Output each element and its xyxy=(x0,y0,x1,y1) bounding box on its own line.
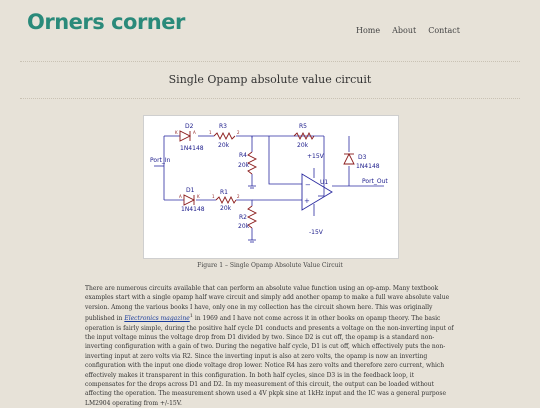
svg-text:K: K xyxy=(175,130,178,135)
svg-text:D3: D3 xyxy=(358,154,367,161)
svg-text:A: A xyxy=(193,130,196,135)
svg-text:A: A xyxy=(179,194,182,199)
d2-diode xyxy=(180,131,190,141)
nav-contact-link[interactable]: Contact xyxy=(428,26,460,35)
svg-text:U1: U1 xyxy=(320,179,329,186)
svg-text:K: K xyxy=(197,194,200,199)
figure-caption: Figure 1 – Single Opamp Absolute Value Circuit xyxy=(197,262,343,269)
svg-text:D2: D2 xyxy=(185,123,194,130)
nav-home-link[interactable]: Home xyxy=(356,26,381,35)
circuit-schematic xyxy=(144,116,398,258)
svg-text:1: 1 xyxy=(212,194,215,199)
svg-text:20k: 20k xyxy=(238,162,250,169)
svg-text:20k: 20k xyxy=(297,142,309,149)
svg-text:1N4148: 1N4148 xyxy=(181,206,205,213)
svg-text:R3: R3 xyxy=(219,123,227,130)
svg-text:−: − xyxy=(305,181,311,189)
svg-text:1N4148: 1N4148 xyxy=(180,145,204,152)
svg-text:1N4148: 1N4148 xyxy=(356,163,380,170)
svg-text:+15V: +15V xyxy=(307,153,324,160)
divider-top xyxy=(20,61,520,62)
nav-about-link[interactable]: About xyxy=(392,26,417,35)
electronics-magazine-link[interactable]: Electronics magazine xyxy=(124,315,190,323)
svg-text:20k: 20k xyxy=(218,142,230,149)
svg-text:-15V: -15V xyxy=(309,229,323,236)
site-title[interactable]: Orners corner xyxy=(27,10,185,34)
svg-text:Port_In: Port_In xyxy=(150,157,171,164)
svg-text:1: 1 xyxy=(209,130,212,135)
svg-text:R5: R5 xyxy=(299,123,307,130)
page-title: Single Opamp absolute value circuit xyxy=(168,73,372,86)
svg-text:20k: 20k xyxy=(238,223,250,230)
svg-text:R2: R2 xyxy=(239,214,247,221)
svg-text:+: + xyxy=(304,197,310,205)
article-body xyxy=(85,284,455,408)
svg-text:D1: D1 xyxy=(186,187,195,194)
divider-title xyxy=(20,98,520,99)
article-text-1: There are numerous circuits available that can perform an absolute value function using an op-amp. Many textbook examples start with a single opamp half wave circuit and simply add another opamp to make a full wave absolute value version. Among the various books I have, only one in my collection has the circuit shown here. This was originally published in xyxy=(85,285,450,323)
circuit-figure xyxy=(143,115,399,259)
svg-text:2: 2 xyxy=(237,194,240,199)
main-nav xyxy=(356,26,460,35)
svg-text:2: 2 xyxy=(237,130,240,135)
svg-text:Port_Out: Port_Out xyxy=(362,178,388,185)
svg-text:20k: 20k xyxy=(220,205,232,212)
svg-text:R1: R1 xyxy=(220,189,228,196)
article-text-2: in 1969 and I have not come across it in other books on opamp theory. The basic operation is fairly simple, during the positive half cycle D1 conducts and presents a voltage on the non-inverting input of the input voltage minus the voltage drop from D1 divided by two. Since D2 is cut off, the opamp is a standard non-inverting configuration with a gain of two. During the negative half cycle, D1 is cut off, which effectively puts the non-inverting input at zero volts via R2. Since the inverting input is also at zero volts, the opamp is now an inverting configuration with the input one diode voltage drop lower. Notice R4 has zero volts and therefore zero current, which effectively makes it transparent in this configuration. In both half cycles, since D3 is in the feedback loop, it compensates for the drops across D1 and D2. In my measurement of this circuit, the output can be loaded without affecting the operation. The measurement shown used a 4V pkpk sine at 1kHz input and the IC was a general purpose LM2904 operating from +/-15V. xyxy=(85,315,454,407)
svg-text:R4: R4 xyxy=(239,152,247,159)
footnote-ref[interactable]: 1 xyxy=(189,313,193,320)
